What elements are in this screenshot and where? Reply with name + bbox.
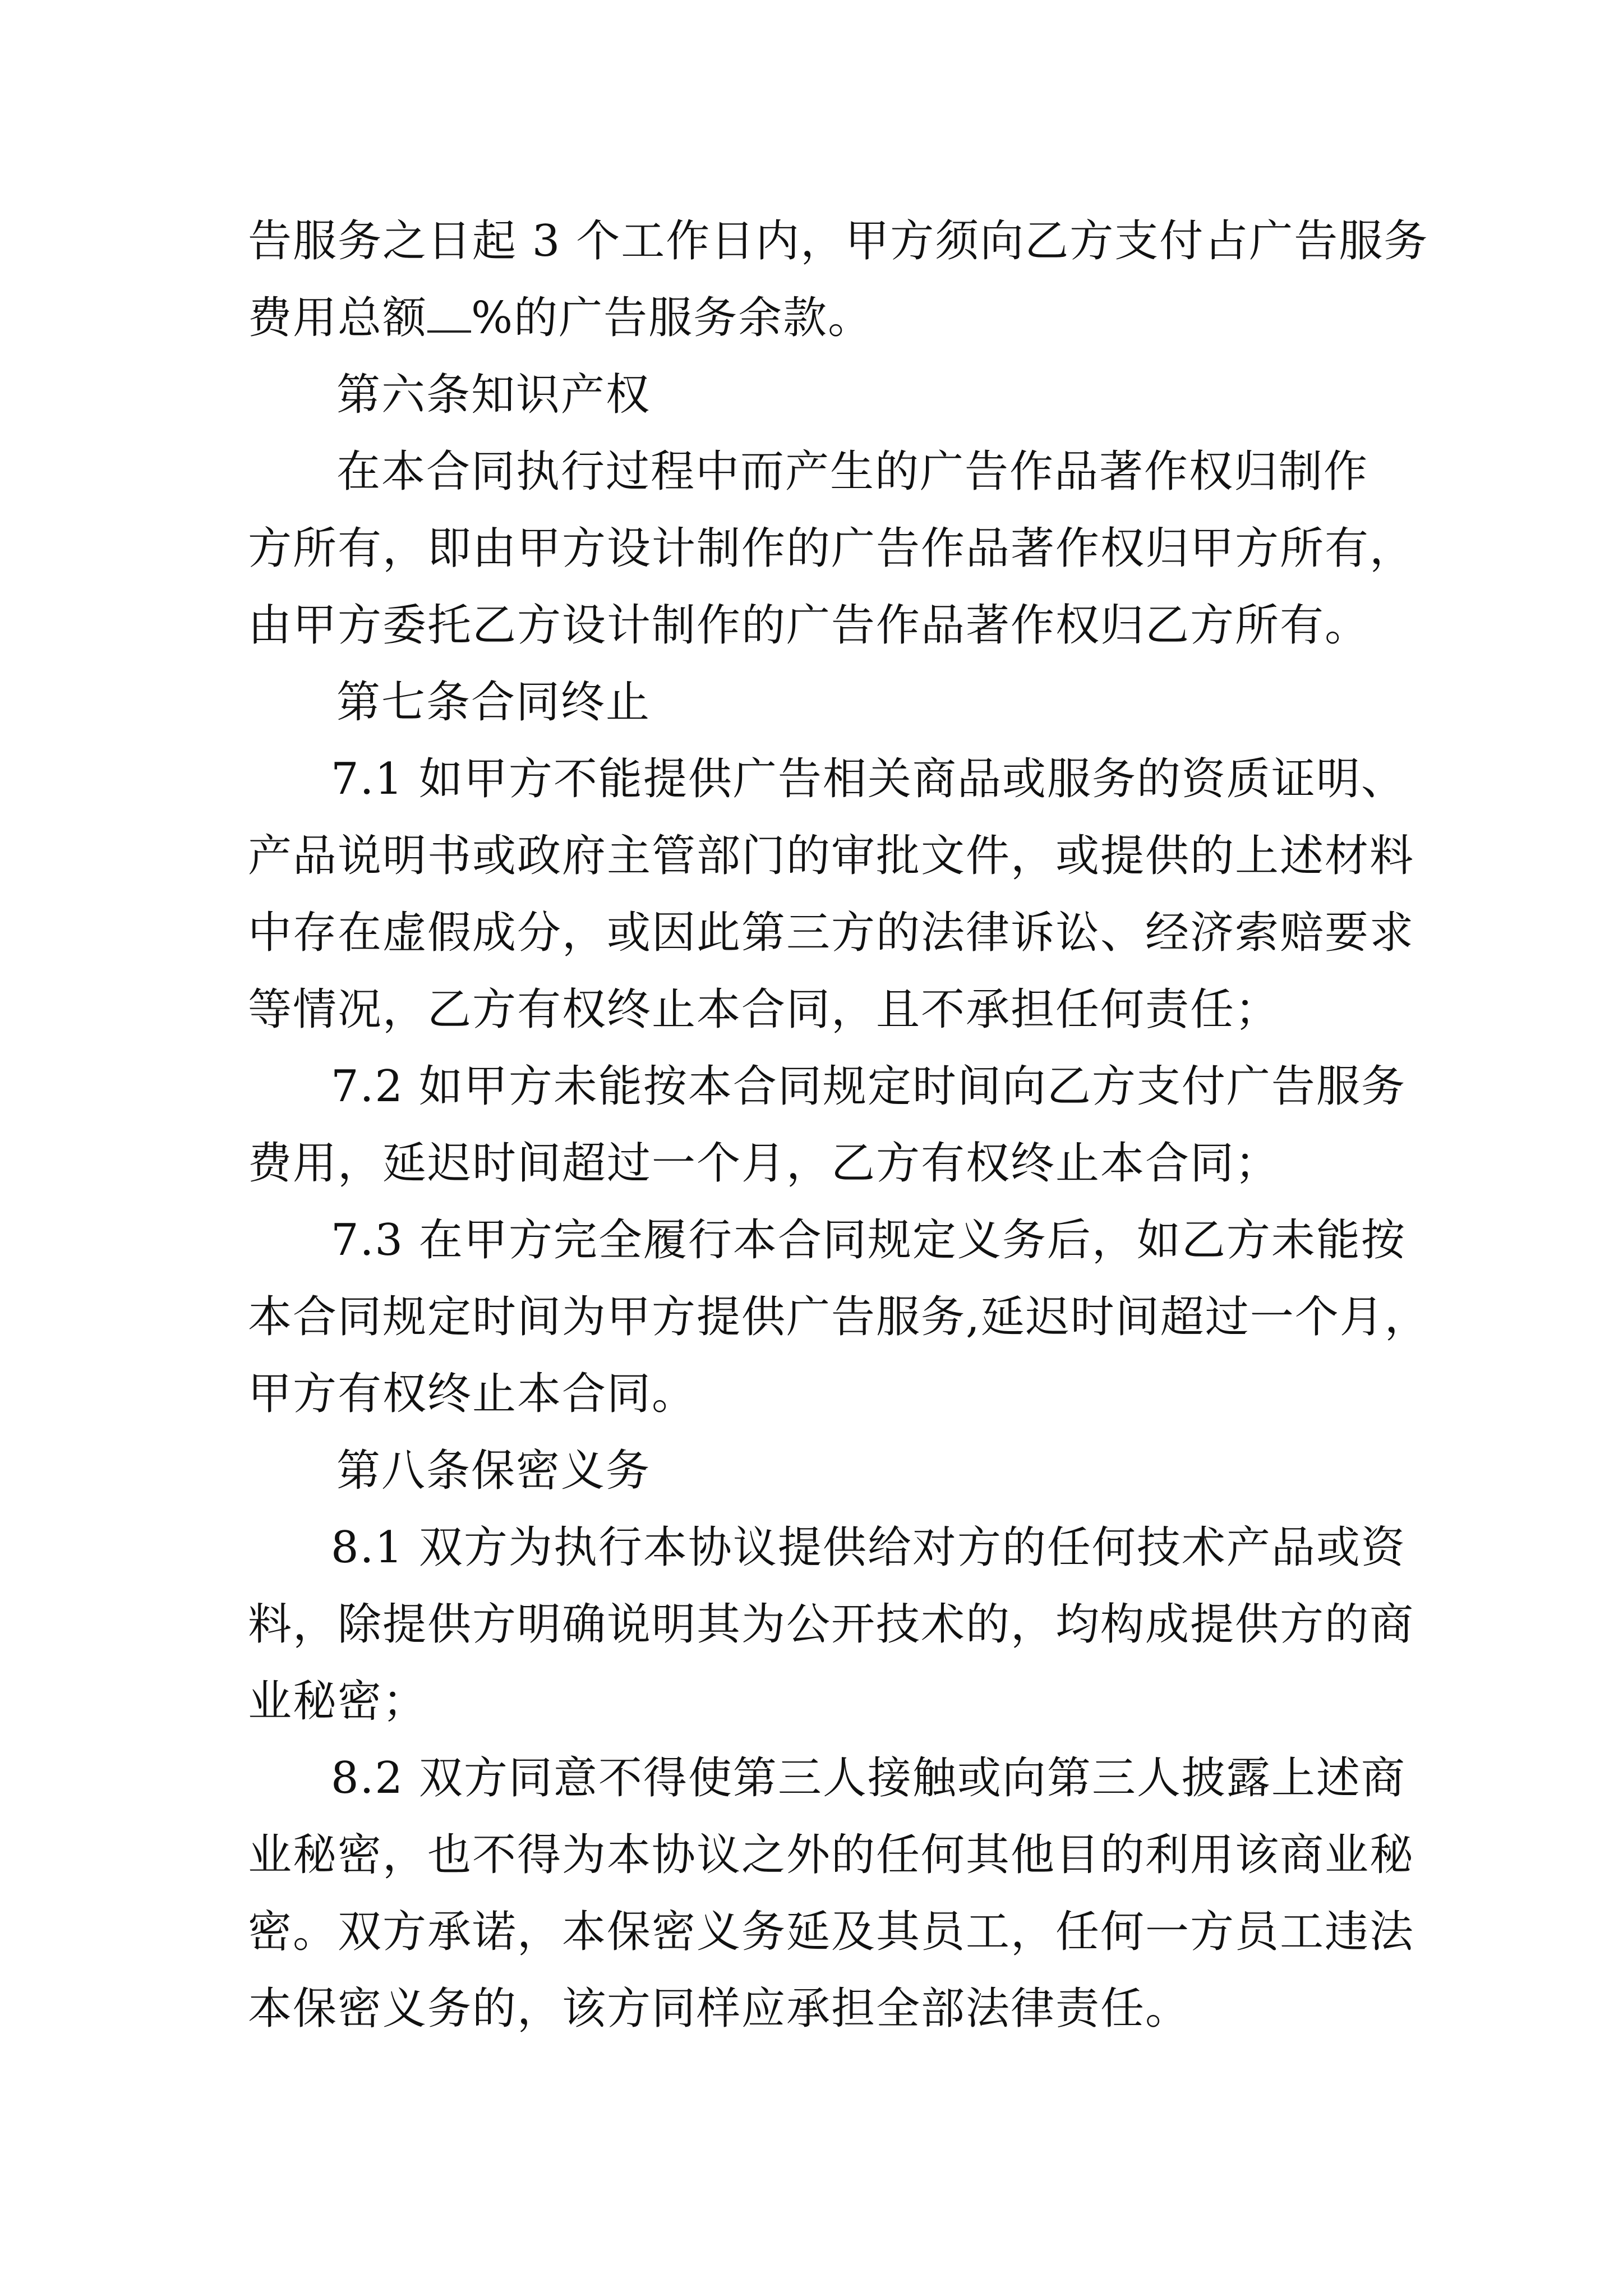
section-heading-6: 第六条知识产权 (336, 370, 651, 420)
document-body (248, 203, 1430, 2047)
paragraph-line: 8.1 双方为执行本协议提供给对方的任何技术产品或资 (331, 1522, 1406, 1573)
paragraph-line: 告服务之日起 3 个工作日内，甲方须向乙方支付占广告服务 (248, 216, 1429, 266)
paragraph-line: 业秘密； (248, 1676, 428, 1727)
paragraph-line: 等情况，乙方有权终止本合同，且不承担任何责任； (248, 984, 1280, 1035)
paragraph-line: 密。双方承诺，本保密义务延及其员工，任何一方员工违法 (248, 1907, 1415, 1957)
paragraph-line: 本保密义务的，该方同样应承担全部法律责任。 (248, 1984, 1191, 2034)
paragraph-line: 由甲方委托乙方设计制作的广告作品著作权归乙方所有。 (248, 600, 1370, 651)
paragraph-line: 甲方有权终止本合同。 (248, 1369, 697, 1419)
paragraph-line: 8.2 双方同意不得使第三人接触或向第三人披露上述商 (331, 1753, 1406, 1803)
paragraph-line: 业秘密，也不得为本协议之外的任何其他目的利用该商业秘 (248, 1830, 1415, 1880)
line-text: %的广告服务余款。 (471, 293, 873, 343)
paragraph-line: 方所有，即由甲方设计制作的广告作品著作权归甲方所有， (248, 523, 1415, 574)
paragraph-line: 7.2 如甲方未能按本合同规定时间向乙方支付广告服务 (331, 1061, 1406, 1112)
paragraph-line: 7.1 如甲方不能提供广告相关商品或服务的资质证明、 (331, 754, 1406, 804)
fill-in-blank (427, 297, 471, 333)
paragraph-line: 本合同规定时间为甲方提供广告服务,延迟时间超过一个月， (248, 1292, 1430, 1342)
paragraph-line (248, 280, 1386, 357)
section-heading-7: 第七条合同终止 (336, 677, 651, 728)
paragraph-line: 在本合同执行过程中而产生的广告作品著作权归制作 (336, 447, 1369, 497)
paragraph-line: 费用，延迟时间超过一个月，乙方有权终止本合同； (248, 1138, 1280, 1189)
line-text: 费用总额 (248, 293, 428, 343)
section-heading-8: 第八条保密义务 (336, 1446, 651, 1496)
paragraph-line: 中存在虚假成分，或因此第三方的法律诉讼、经济索赔要求 (248, 908, 1415, 958)
paragraph-line: 7.3 在甲方完全履行本合同规定义务后，如乙方未能按 (331, 1215, 1406, 1266)
paragraph-line: 产品说明书或政府主管部门的审批文件，或提供的上述材料 (248, 831, 1415, 881)
paragraph-line: 料，除提供方明确说明其为公开技术的，均构成提供方的商 (248, 1599, 1415, 1650)
